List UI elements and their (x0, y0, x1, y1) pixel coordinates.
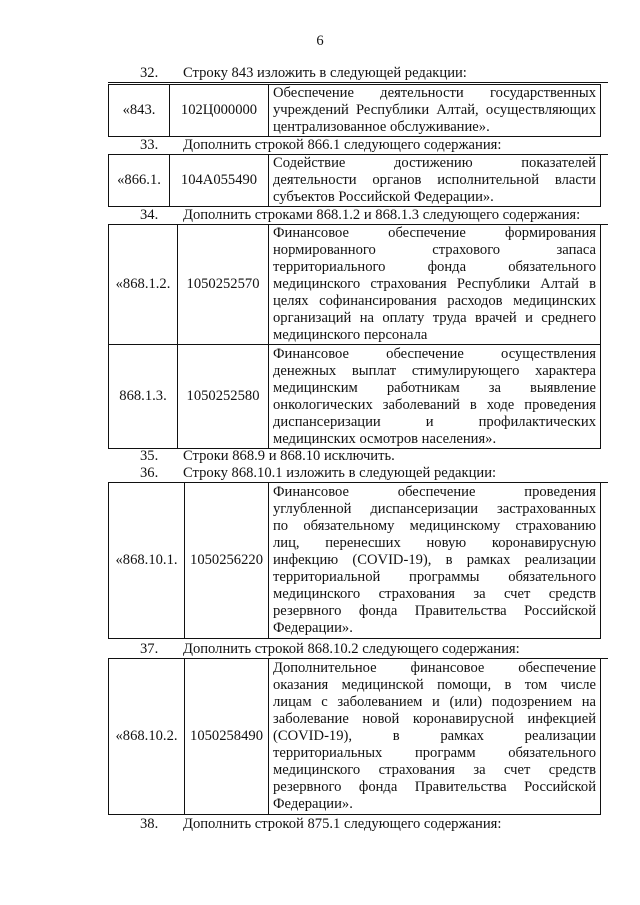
table-843 (108, 84, 601, 137)
description-line: резервного фонда Правительства Российской (273, 779, 596, 795)
description-line: инфекцию (COVID-19), в рамках реализации (273, 552, 596, 568)
description-line: учреждений Республики Алтай, осуществляющих (273, 102, 596, 118)
description-line: Дополнительное финансовое обеспечение (273, 660, 596, 676)
description-line: деятельности органов исполнительной власти (273, 172, 596, 188)
table-row (109, 483, 601, 639)
description-line: Финансовое обеспечение формирования (273, 225, 596, 241)
description-line: лицам с заболеванием и (или) подозрением на (273, 694, 596, 710)
description-line: территориальной программы обязательного (273, 569, 596, 585)
item-number: 38. (140, 816, 159, 832)
item-text: Дополнить строкой 875.1 следующего содержания: (183, 816, 502, 832)
row-description (269, 659, 601, 815)
table-868-10-2 (108, 658, 601, 815)
table-row (109, 155, 601, 207)
description-line: онкологических заболеваний в ходе проведения (273, 396, 596, 413)
description-line: медицинским работникам за выявление (273, 379, 596, 396)
item-text: Строку 868.10.1 изложить в следующей редакции: (183, 465, 497, 481)
row-kbk: 1050252570 (178, 225, 269, 345)
row-code: «866.1. (109, 155, 170, 207)
item-text: Дополнить строками 868.1.2 и 868.1.3 следующего содержания: (183, 207, 581, 223)
row-code: «868.10.2. (109, 659, 185, 815)
description-line: диспансеризации и профилактических (273, 413, 596, 430)
row-code: «868.1.2. (109, 225, 178, 345)
description-line: углубленной диспансеризации застрахованных (273, 501, 596, 517)
row-description (269, 483, 601, 639)
item-37 (108, 640, 608, 659)
table-868-1 (108, 224, 601, 449)
description-line: оказания медицинской помощи, в том числе (273, 677, 596, 693)
description-line: Обеспечение деятельности государственных (273, 85, 596, 101)
description-line: территориальных программ обязательного (273, 745, 596, 761)
description-line: заболевание новой коронавирусной инфекцией (273, 711, 596, 727)
item-34 (108, 206, 608, 225)
item-number: 34. (140, 207, 159, 223)
description-line: медицинского страхования за счет средств (273, 762, 596, 778)
description-line: целях софинансирования расходов медицинских (273, 293, 596, 309)
description-line: резервного фонда Правительства Российской (273, 603, 596, 619)
item-text: Строки 868.9 и 868.10 исключить. (183, 448, 395, 464)
item-number: 33. (140, 137, 159, 153)
row-code: «868.10.1. (109, 483, 185, 639)
table-row (109, 225, 601, 345)
description-line: Финансовое обеспечение проведения (273, 484, 596, 500)
description-line: денежных выплат стимулирующего характера (273, 362, 596, 379)
row-code: 868.1.3. (109, 345, 178, 449)
page-number: 6 (316, 33, 324, 49)
description-line: медицинского страхования за счет средств (273, 586, 596, 602)
description-line: организаций на оплату труда врачей и среднего (273, 310, 596, 326)
item-text: Дополнить строкой 868.10.2 следующего содержания: (183, 641, 520, 657)
row-kbk: 102Ц000000 (170, 85, 269, 137)
description-line: централизованное обслуживание». (273, 119, 490, 135)
row-description (269, 345, 601, 449)
table-row (109, 345, 601, 449)
item-number: 37. (140, 641, 159, 657)
description-line: территориального фонда обязательного (273, 259, 596, 275)
row-description (269, 225, 601, 345)
item-33 (108, 136, 608, 155)
description-line: Федерации». (273, 620, 353, 636)
table-866-1 (108, 154, 601, 207)
description-line: по обязательному медицинскому страхованию (273, 518, 596, 534)
description-line: медицинского страхования Республики Алтай в (273, 276, 596, 292)
description-line: медицинских осмотров населения». (273, 430, 497, 447)
item-32 (108, 64, 608, 83)
item-36 (108, 464, 608, 483)
item-number: 32. (140, 65, 159, 81)
item-35 (108, 447, 608, 465)
row-kbk: 1050256220 (185, 483, 269, 639)
item-number: 35. (140, 448, 159, 464)
description-line: медицинского персонала (273, 327, 428, 343)
item-38 (108, 815, 608, 833)
description-line: нормированного страхового запаса (273, 242, 596, 258)
table-row (109, 85, 601, 137)
description-line: Содействие достижению показателей (273, 155, 596, 171)
row-description (269, 85, 601, 137)
item-text: Дополнить строкой 866.1 следующего содержания: (183, 137, 502, 153)
row-code: «843. (109, 85, 170, 137)
row-kbk: 1050258490 (185, 659, 269, 815)
description-line: субъектов Российской Федерации». (273, 189, 494, 205)
description-line: Финансовое обеспечение осуществления (273, 345, 596, 362)
description-line: лиц, перенесших новую коронавирусную (273, 535, 596, 551)
table-868-10-1 (108, 482, 601, 639)
row-description (269, 155, 601, 207)
table-row (109, 659, 601, 815)
description-line: Федерации». (273, 796, 353, 812)
description-line: (COVID-19), в рамках реализации (273, 728, 596, 744)
row-kbk: 1050252580 (178, 345, 269, 449)
item-number: 36. (140, 465, 159, 481)
row-kbk: 104А055490 (170, 155, 269, 207)
item-text: Строку 843 изложить в следующей редакции: (183, 65, 467, 81)
